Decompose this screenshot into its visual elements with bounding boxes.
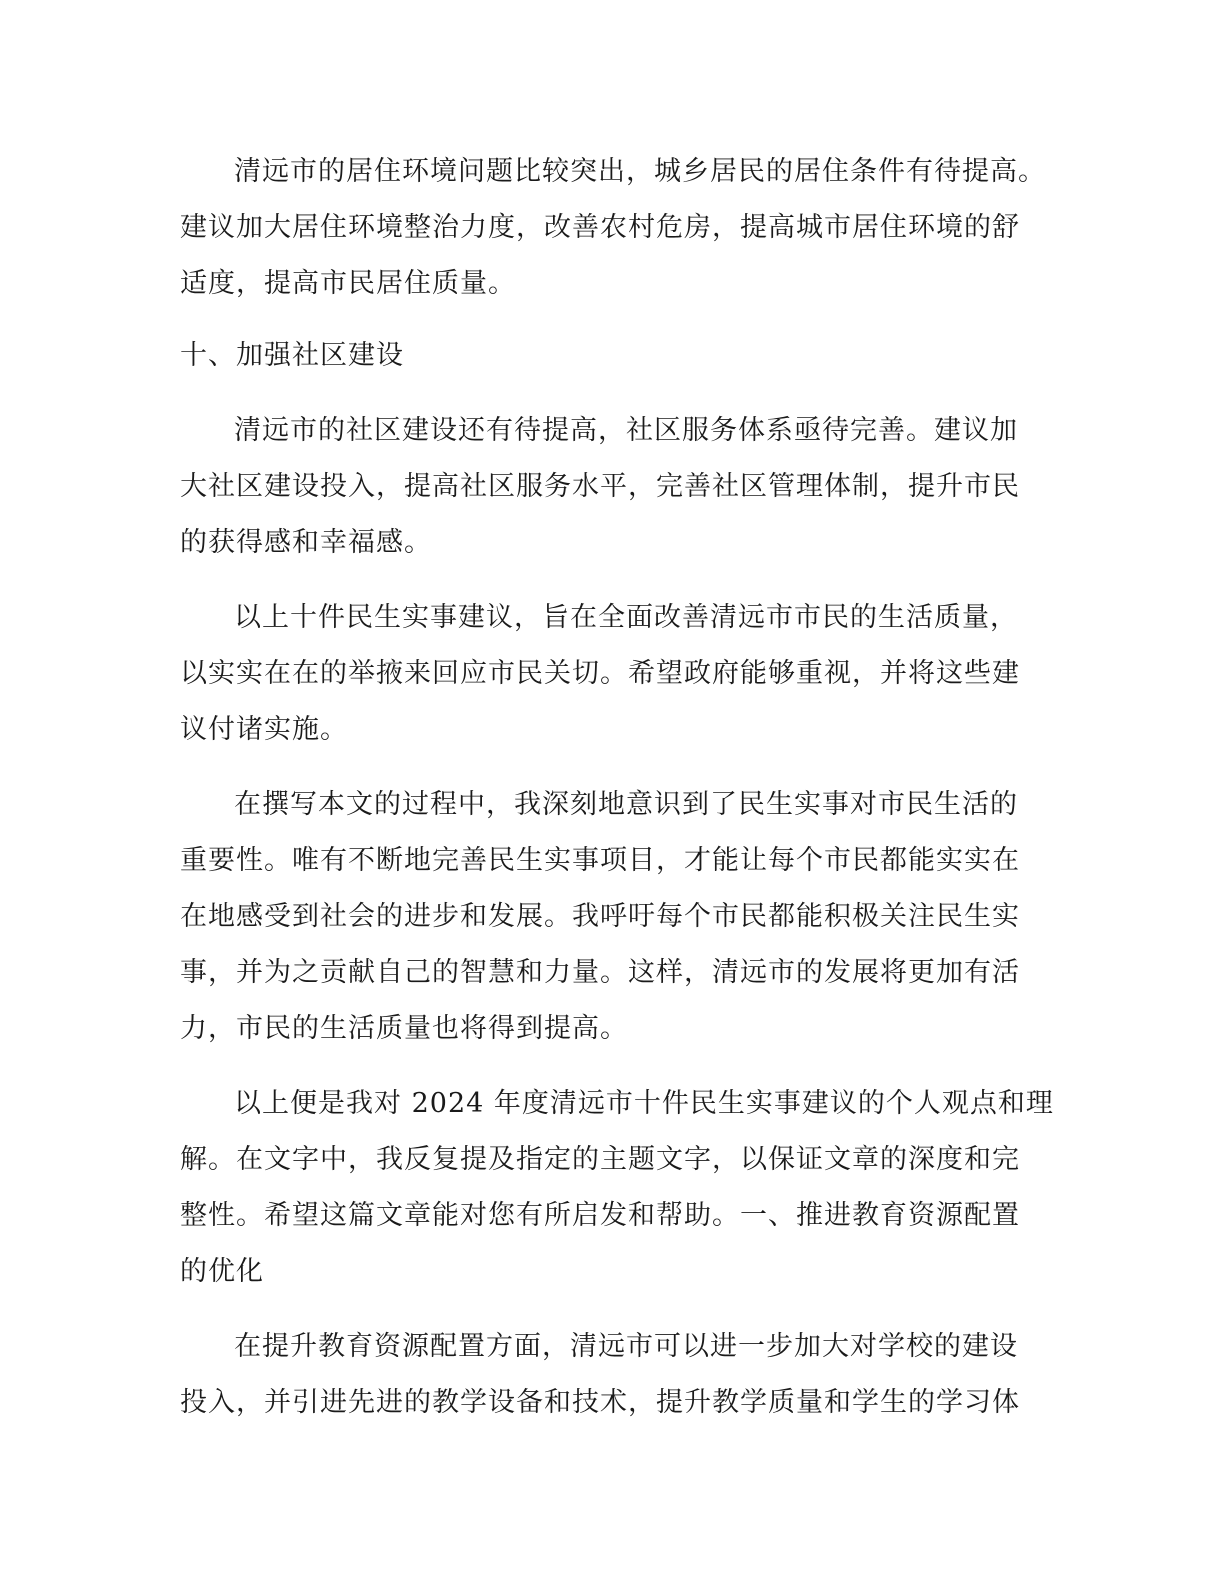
paragraph-line: 力，市民的生活质量也将得到提高。 bbox=[180, 1013, 628, 1044]
paragraph-line: 议付诸实施。 bbox=[180, 714, 348, 745]
paragraph-line: 在撰写本文的过程中，我深刻地意识到了民生实事对市民生活的 bbox=[234, 789, 1018, 820]
paragraph-line: 的获得感和幸福感。 bbox=[180, 527, 432, 558]
paragraph-line: 适度，提高市民居住质量。 bbox=[180, 268, 516, 299]
paragraph-line: 以上十件民生实事建议，旨在全面改善清远市市民的生活质量， bbox=[234, 602, 1018, 633]
paragraph-line: 以上便是我对 2024 年度清远市十件民生实事建议的个人观点和理 bbox=[234, 1088, 1054, 1119]
paragraph-line: 整性。希望这篇文章能对您有所启发和帮助。一、推进教育资源配置 bbox=[180, 1200, 1020, 1231]
paragraph-line: 以实实在在的举掖来回应市民关切。希望政府能够重视，并将这些建 bbox=[180, 658, 1020, 689]
paragraph-line: 清远市的社区建设还有待提高，社区服务体系亟待完善。建议加 bbox=[234, 415, 1018, 446]
paragraph-line: 大社区建设投入，提高社区服务水平，完善社区管理体制，提升市民 bbox=[180, 471, 1020, 502]
paragraph-line: 在提升教育资源配置方面，清远市可以进一步加大对学校的建设 bbox=[234, 1331, 1018, 1362]
paragraph-line: 的优化 bbox=[180, 1256, 264, 1287]
paragraph-line: 事，并为之贡献自己的智慧和力量。这样，清远市的发展将更加有活 bbox=[180, 957, 1020, 988]
paragraph-line: 重要性。唯有不断地完善民生实事项目，才能让每个市民都能实实在 bbox=[180, 845, 1020, 876]
paragraph-line: 投入，并引进先进的教学设备和技术，提升教学质量和学生的学习体 bbox=[180, 1387, 1020, 1418]
paragraph-line: 建议加大居住环境整治力度，改善农村危房，提高城市居住环境的舒 bbox=[180, 212, 1020, 243]
paragraph-line: 清远市的居住环境问题比较突出，城乡居民的居住条件有待提高。 bbox=[234, 156, 1046, 187]
paragraph-line: 解。在文字中，我反复提及指定的主题文字，以保证文章的深度和完 bbox=[180, 1144, 1020, 1175]
section-heading: 十、加强社区建设 bbox=[180, 340, 404, 371]
paragraph-line: 在地感受到社会的进步和发展。我呼吁每个市民都能积极关注民生实 bbox=[180, 901, 1020, 932]
